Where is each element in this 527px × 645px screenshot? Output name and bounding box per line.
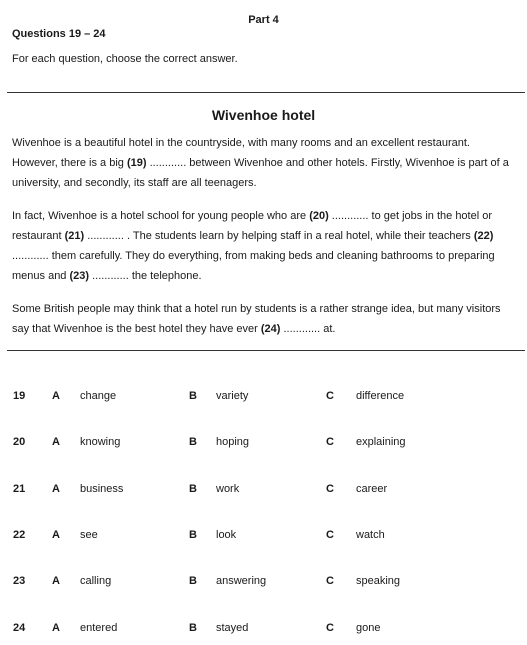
option-b-text[interactable]: hoping [216,436,250,448]
paragraph-text: ............ between Wivenhoe and other hotels. Firstly, Wivenhoe is part of a university, and secondly, its staff are all teenagers. [12,157,509,189]
part-title: Part 4 [248,14,279,26]
option-b-text[interactable]: look [216,529,237,541]
option-b-text[interactable]: variety [216,390,249,402]
option-a-text[interactable]: knowing [80,436,121,448]
option-b-letter: B [189,575,197,587]
paragraph-text: Wivenhoe is a beautiful hotel in the countryside, with many rooms and an excellent restaurant. However, there is a big [12,137,470,169]
question-row-23 [0,575,527,591]
option-c-letter: C [326,436,334,448]
question-row-19 [0,390,527,406]
option-a-text[interactable]: calling [80,575,112,587]
option-a-text[interactable]: see [80,529,98,541]
option-c-text[interactable]: explaining [356,436,406,448]
option-a-letter: A [52,575,60,587]
gap-21-label: (21) [64,230,85,242]
paragraph-text: ............ the telephone. [89,270,202,282]
question-number: 24 [13,622,26,634]
question-number: 19 [13,390,26,402]
divider-top [7,92,525,93]
option-c-text[interactable]: difference [356,390,405,402]
option-b-text[interactable]: work [216,483,240,495]
option-c-letter: C [326,622,334,634]
question-number: 21 [13,483,26,495]
option-a-letter: A [52,436,60,448]
option-b-letter: B [189,390,197,402]
option-c-text[interactable]: watch [356,529,385,541]
option-b-text[interactable]: answering [216,575,267,587]
gap-19-label: (19) [126,157,147,169]
option-c-letter: C [326,483,334,495]
paragraph-text: ............ them carefully. They do everything, from making beds and cleaning bathrooms to preparing menus and [12,250,495,282]
option-c-text[interactable]: speaking [356,575,401,587]
question-row-22 [0,529,527,545]
gap-24-label: (24) [260,323,281,335]
option-a-text[interactable]: change [80,390,117,402]
divider-bottom [7,350,525,351]
option-a-text[interactable]: entered [80,622,118,634]
passage-title: Wivenhoe hotel [211,107,316,123]
paragraph-1 [12,133,518,193]
questions-range: Questions 19 – 24 [12,28,106,40]
question-number: 23 [13,575,26,587]
paragraph-text: ............ . The students learn by helping staff in a real hotel, while their teachers [84,230,474,242]
option-b-text[interactable]: stayed [216,622,249,634]
paragraph-3 [12,299,518,339]
option-a-letter: A [52,529,60,541]
gap-22-label: (22) [473,230,494,242]
option-a-text[interactable]: business [80,483,124,495]
option-c-letter: C [326,390,334,402]
question-number: 20 [13,436,26,448]
option-b-letter: B [189,622,197,634]
option-c-letter: C [326,529,334,541]
option-b-letter: B [189,436,197,448]
paragraph-text: In fact, Wivenhoe is a hotel school for young people who are [12,210,310,222]
option-c-text[interactable]: career [356,483,388,495]
option-b-letter: B [189,529,197,541]
question-number: 22 [13,529,26,541]
option-c-text[interactable]: gone [356,622,381,634]
gap-20-label: (20) [309,210,329,222]
paragraph-text: ............ at. [280,323,336,335]
paragraph-text: ............ to get jobs in the hotel or restaurant [12,210,493,242]
question-row-20 [0,436,527,452]
instructions: For each question, choose the correct answer. [12,53,238,65]
gap-23-label: (23) [69,270,90,282]
question-row-21 [0,483,527,499]
paragraph-2 [12,206,518,286]
option-a-letter: A [52,622,60,634]
option-c-letter: C [326,575,334,587]
paragraph-text: Some British people may think that a hotel run by students is a rather strange idea, but many visitors say that Wivenhoe is the best hotel they have ever [12,303,501,335]
option-a-letter: A [52,390,60,402]
option-b-letter: B [189,483,197,495]
question-row-24 [0,622,527,638]
option-a-letter: A [52,483,60,495]
